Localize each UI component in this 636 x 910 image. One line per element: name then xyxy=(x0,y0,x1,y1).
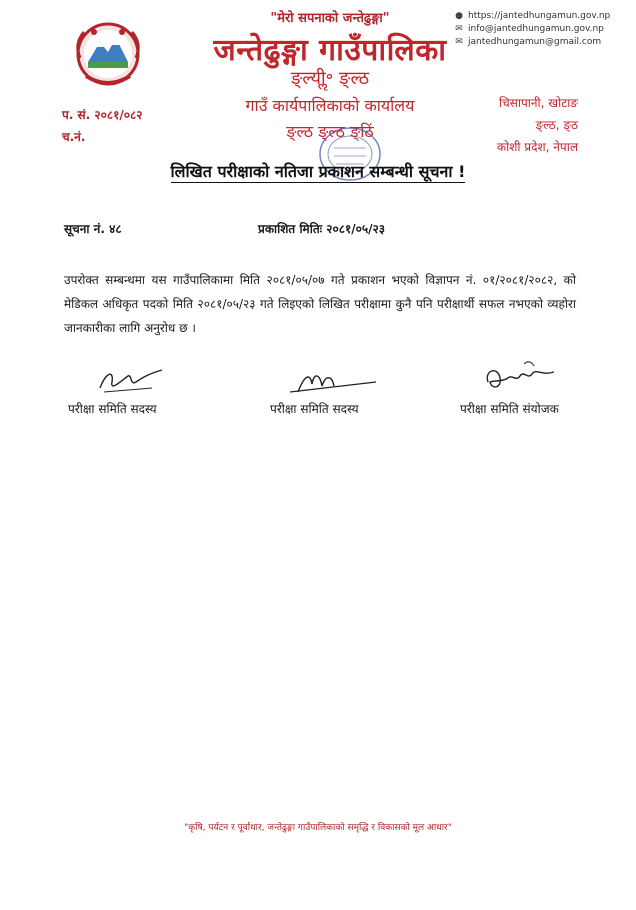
signature-label-2: परीक्षा समिति सदस्य xyxy=(270,402,359,416)
contact-email-row xyxy=(454,23,610,36)
contact-gmail-row xyxy=(454,36,610,49)
address-line-3: कोशी प्रदेश, नेपाल xyxy=(496,140,578,154)
signature-label-1: परीक्षा समिति सदस्य xyxy=(68,402,157,416)
signature-label-3: परीक्षा समिति संयोजक xyxy=(460,402,559,416)
notice-body: उपरोक्त सम्बन्धमा यस गाउँपालिकामा मिति २०८१/०५/०७ गते प्रकाशन भएको विज्ञापन नं. ०१/२०८१/२०८२, को मेडिकल अधिकृत पदको मिति २०८१/०५/२३ गते लिइएको लिखित परीक्षामा कुनै पनि परीक्षार्थी सफल नभएको व्यहोरा जानकारीका लागि अनुरोध छ । xyxy=(64,273,576,335)
office-name: गाउँ कार्यपालिकाको कार्यालय xyxy=(245,96,415,115)
contact-gmail[interactable]: jantedhungamun@gmail.com xyxy=(468,37,602,47)
municipality-name-script: ङ्ल्यीॢ॰ ङ्ल्ठ xyxy=(290,68,370,89)
contact-website-row xyxy=(454,10,610,23)
signature-3 xyxy=(480,352,560,400)
contact-email[interactable]: info@jantedhungamun.gov.np xyxy=(468,24,604,34)
address-line-2: ङ्ल्ठ, ङ्ठ xyxy=(535,118,578,132)
municipality-name: जन्तेढुङ्गा गाउँपालिका xyxy=(213,33,447,68)
office-name-script: ङ्ल्ठ ङ्ल्ठ ङ्ठिं xyxy=(286,122,374,141)
published-date: प्रकाशित मितिः २०८१/०५/२३ xyxy=(258,222,385,236)
contact-website[interactable]: https://jantedhungamun.gov.np xyxy=(468,11,611,21)
nepal-emblem-icon xyxy=(66,14,150,94)
mail-icon: ✉ xyxy=(455,37,463,47)
address-line-1: चिसापानी, खोटाङ xyxy=(499,96,578,110)
mail-icon: ✉ xyxy=(455,24,463,34)
notice-title xyxy=(0,160,636,182)
tagline: "मेरो सपनाको जन्तेढुङ्गा" xyxy=(270,11,390,26)
globe-icon: ● xyxy=(455,11,463,21)
chalani-number: च.नं. xyxy=(62,130,86,144)
fiscal-year-ref: प. सं. २०८१/०८२ xyxy=(62,108,143,122)
footer-motto: "कृषि, पर्यटन र पूर्वाधार, जन्तेढुङ्गा गाउँपालिकाको समृद्धि र विकासको मूल आधार" xyxy=(184,823,452,833)
signature-2 xyxy=(280,352,380,400)
address-block xyxy=(497,92,578,158)
notice-title-text: लिखित परीक्षाको नतिजा प्रकाशन सम्बन्धी सूचना ! xyxy=(170,162,466,181)
signature-1 xyxy=(92,352,172,400)
notice-number: सूचना नं. ४८ xyxy=(64,222,122,236)
contact-block xyxy=(454,10,610,49)
